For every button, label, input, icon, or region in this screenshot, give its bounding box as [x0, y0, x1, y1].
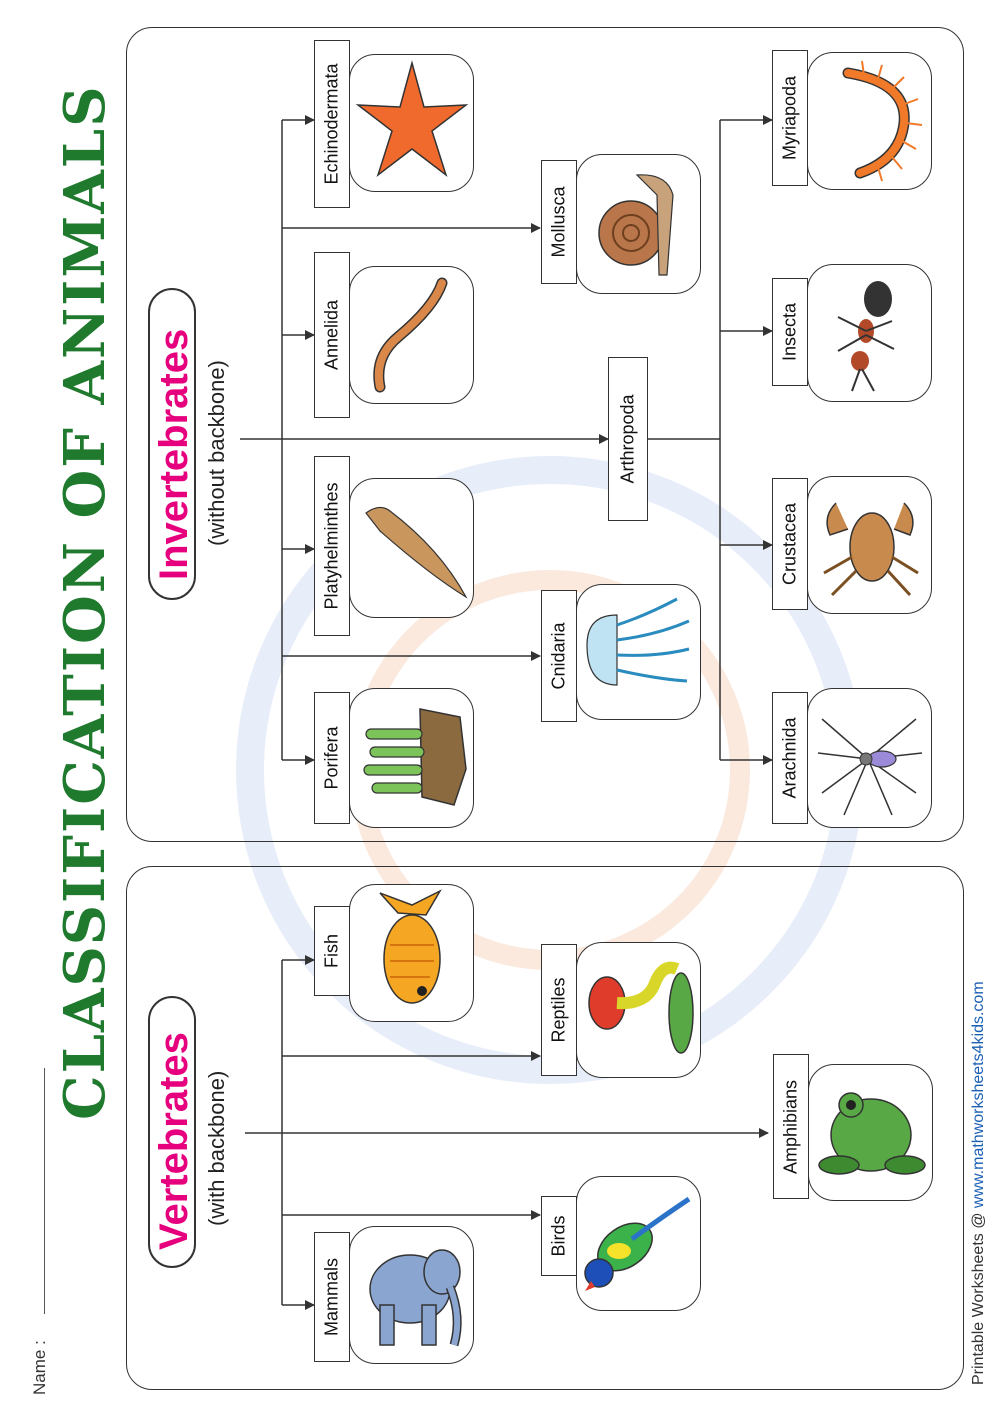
class-label-myriapoda: Myriapoda [772, 50, 808, 186]
centipede-icon [808, 53, 930, 187]
mammals-card [349, 1226, 474, 1364]
frog-icon [809, 1065, 931, 1199]
flatworm-icon [350, 479, 472, 615]
vertebrates-title: Vertebrates [152, 1032, 196, 1250]
invertebrates-subtitle: (without backbone) [204, 360, 229, 546]
invertebrates-pill [148, 288, 196, 600]
sponge-icon [350, 689, 472, 825]
goldfish-icon [350, 885, 472, 1019]
crustacea-card [807, 476, 932, 614]
class-label-reptiles: Reptiles [541, 944, 577, 1076]
phylum-label-cnidaria: Cnidaria [541, 590, 577, 722]
phylum-label-platyhelminthes: Platyhelminthes [314, 456, 350, 636]
class-label-birds: Birds [541, 1196, 577, 1276]
elephant-icon [350, 1227, 472, 1361]
class-label-fish: Fish [314, 906, 350, 996]
class-label-amphibians: Amphibians [773, 1054, 809, 1199]
reptiles-card [576, 942, 701, 1078]
phylum-label-porifera: Porifera [314, 692, 350, 824]
phylum-label-mollusca: Mollusca [541, 160, 577, 284]
vertebrates-pill [148, 996, 196, 1268]
phylum-label-arthropoda: Arthropoda [608, 357, 648, 521]
jellyfish-icon [577, 585, 699, 717]
parrot-icon [577, 1177, 699, 1309]
porifera-card [349, 688, 474, 828]
cnidaria-card [576, 584, 701, 720]
snail-icon [577, 155, 699, 291]
earthworm-icon [350, 267, 472, 401]
invertebrates-title: Invertebrates [152, 328, 196, 580]
myriapoda-card [807, 52, 932, 190]
amphibians-card [808, 1064, 933, 1201]
phylum-label-annelida: Annelida [314, 252, 350, 418]
platyhelminthes-card [349, 478, 474, 618]
arachnida-card [807, 688, 932, 828]
mollusca-card [576, 154, 701, 294]
vertebrates-subtitle: (with backbone) [204, 1070, 229, 1226]
birds-card [576, 1176, 701, 1311]
echinodermata-card [349, 54, 474, 192]
cobra-icon [577, 943, 699, 1075]
class-label-crustacea: Crustacea [772, 478, 808, 610]
annelida-card [349, 266, 474, 404]
phylum-label-echinodermata: Echinodermata [314, 40, 350, 208]
name-label: Name : [30, 1340, 49, 1395]
crab-icon [808, 477, 930, 611]
footer-site-link[interactable]: www.mathworksheets4kids.com [970, 981, 987, 1209]
insecta-card [807, 264, 932, 402]
spider-icon [808, 689, 930, 825]
ant-icon [808, 265, 930, 399]
class-label-mammals: Mammals [314, 1232, 350, 1362]
footer-prefix: Printable Worksheets @ [970, 1208, 987, 1385]
page-title: CLASSIFICATION OF ANIMALS [52, 84, 118, 1120]
class-label-arachnida: Arachnida [772, 692, 808, 824]
fish-card [349, 884, 474, 1022]
starfish-icon [350, 55, 472, 189]
class-label-insecta: Insecta [772, 278, 808, 386]
